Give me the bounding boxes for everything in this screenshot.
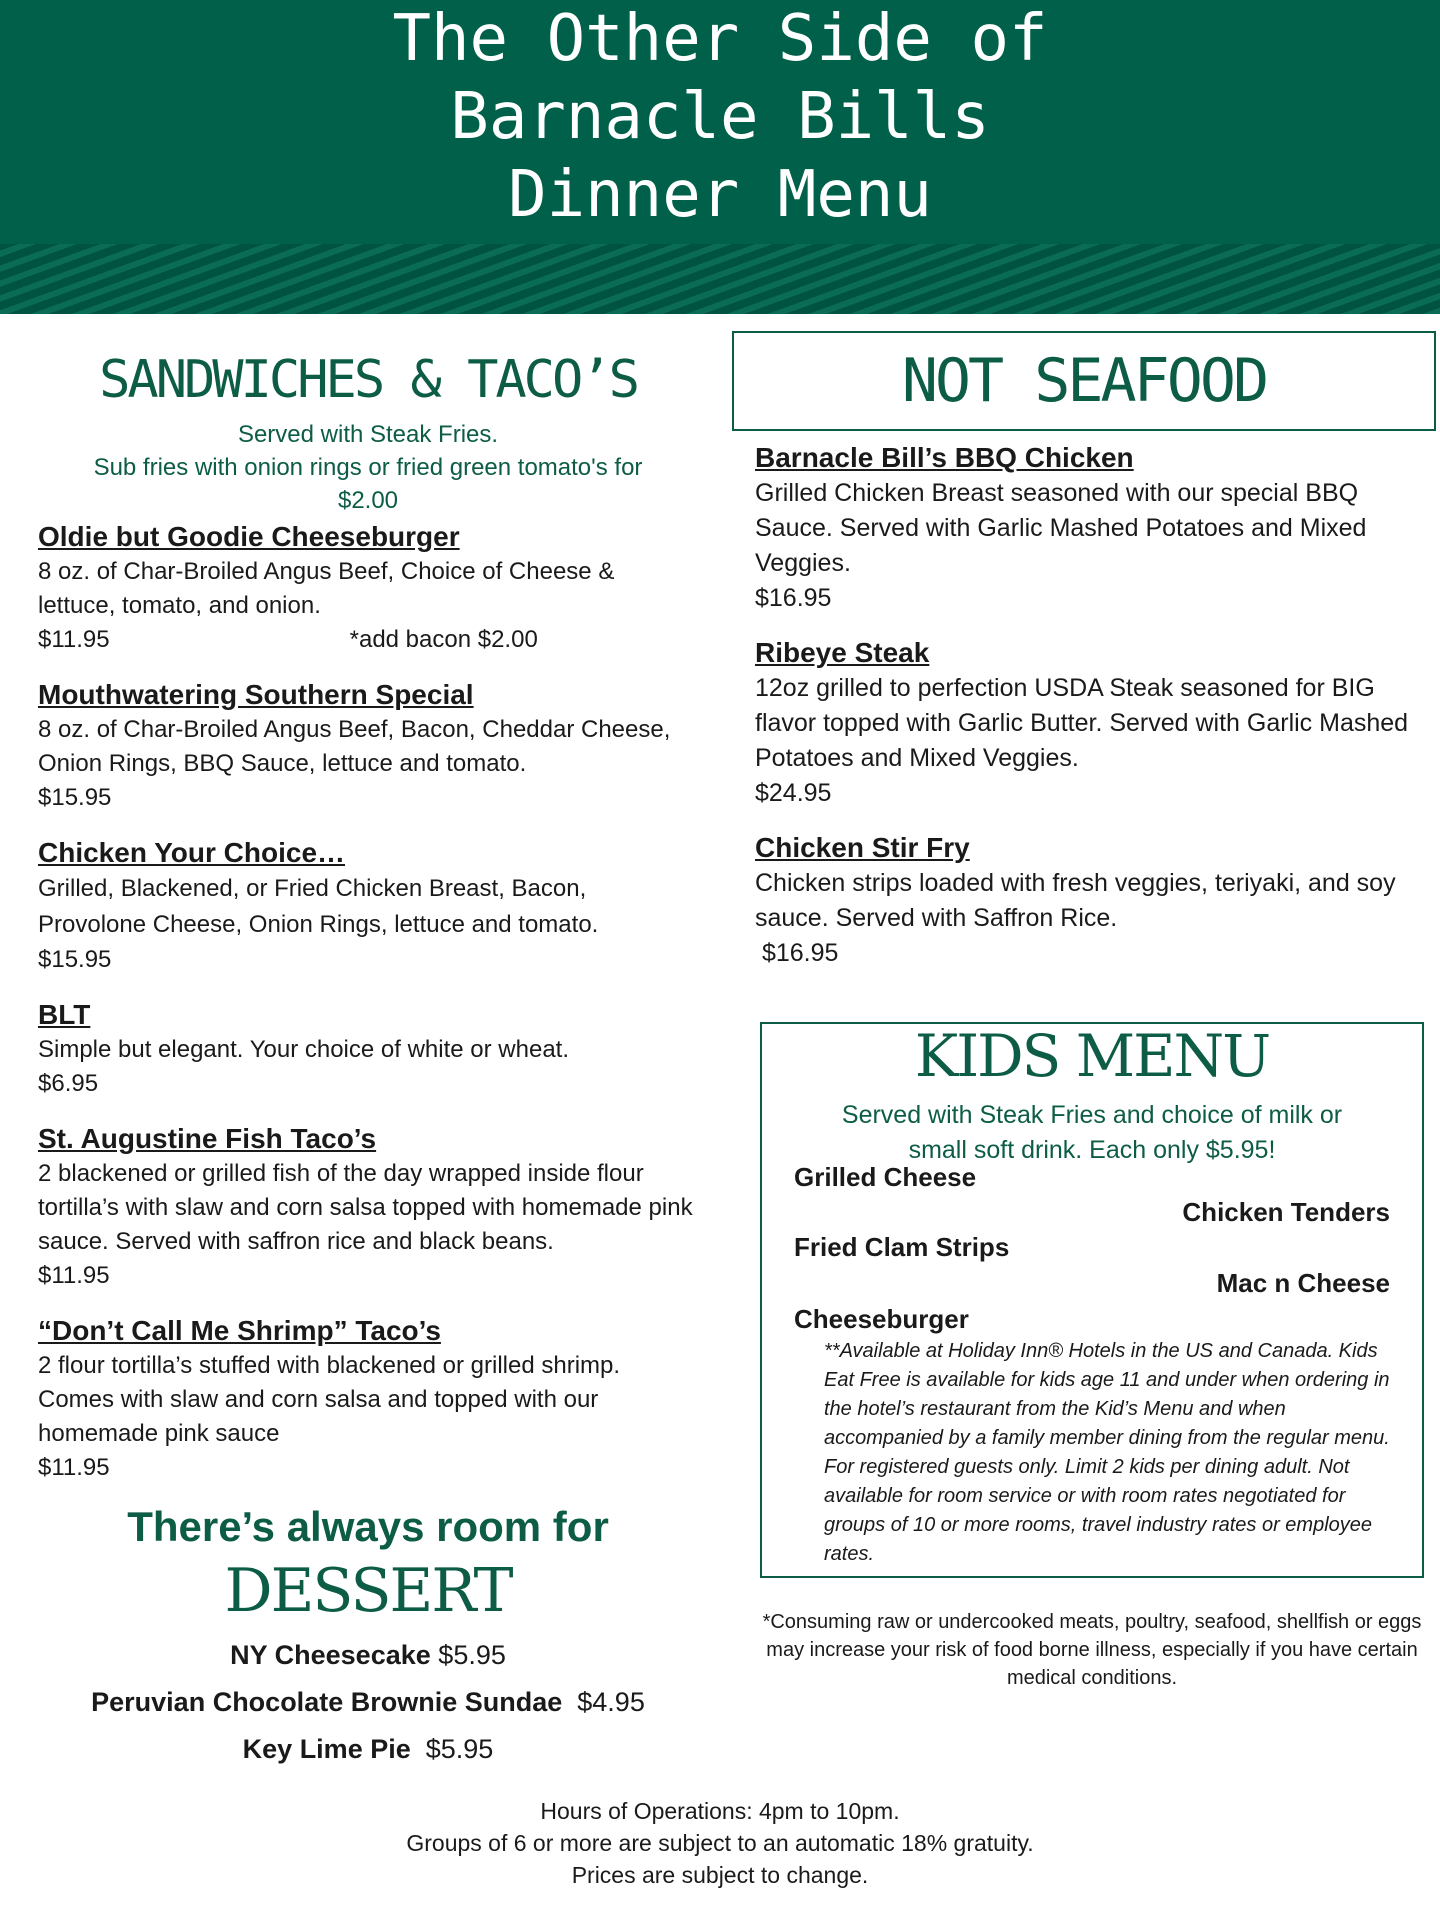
item-description: Simple but elegant. Your choice of white or wheat. — [38, 1036, 569, 1063]
kids-item: Fried Clam Strips — [794, 1232, 1010, 1262]
kids-menu-box — [760, 1022, 1424, 1578]
header-banner — [0, 0, 1440, 314]
dessert-price: $4.95 — [577, 1687, 645, 1717]
footer-line: Groups of 6 or more are subject to an automatic 18% gratuity. — [406, 1830, 1034, 1856]
kids-subtitle — [762, 1098, 1422, 1168]
title-line: Dinner Menu — [508, 158, 932, 232]
dessert-price: $5.95 — [425, 1734, 494, 1764]
item-description: Chicken strips loaded with fresh veggies, teriyaki, and soy sauce. Served with Saffron Rice. — [755, 869, 1396, 932]
sandwiches-section — [38, 350, 698, 1485]
item-description: 8 oz. of Char-Broiled Angus Beef, Choice of Cheese & lettuce, tomato, and onion. — [38, 558, 615, 619]
dessert-name: NY Cheesecake — [230, 1640, 431, 1670]
subtitle-line: $2.00 — [337, 487, 399, 514]
item-addon: *add bacon $2.00 — [349, 626, 538, 653]
kids-item: Mac n Cheese — [1216, 1268, 1390, 1298]
item-description: 2 flour tortilla’s stuffed with blackened or grilled shrimp. Comes with slaw and corn salsa and topped with our homemade pink sauce — [38, 1352, 621, 1447]
item-name: “Don’t Call Me Shrimp” Taco’s — [38, 1315, 441, 1346]
kids-item: Grilled Cheese — [794, 1162, 977, 1192]
dessert-item — [38, 1632, 698, 1679]
subtitle-line: Served with Steak Fries and choice of milk or — [841, 1101, 1343, 1129]
subtitle-line: Sub fries with onion rings or fried green tomato's for — [93, 454, 643, 481]
footer-line: Hours of Operations: 4pm to 10pm. — [540, 1798, 900, 1824]
item-name: Chicken Your Choice… — [38, 837, 346, 868]
kids-eat-free-note: **Available at Holiday Inn® Hotels in the US and Canada. Kids Eat Free is available for kids age 11 and under when ordering in the hotel’s restaurant from the Kid’s Menu and when accompanied by a family member dining from the regular menu. For registered guests only. Limit 2 kids per dining adult. Not available for room service or with room rates negotiated for groups of 10 or more rooms, travel industry rates or employee rates. — [824, 1340, 1390, 1565]
menu-item — [38, 1121, 698, 1293]
footer — [0, 1795, 1440, 1891]
item-price: $16.95 — [755, 939, 839, 967]
item-description: Grilled Chicken Breast seasoned with our special BBQ Sauce. Served with Garlic Mashed Potatoes and Mixed Veggies. — [755, 479, 1367, 577]
menu-item — [755, 830, 1415, 970]
dessert-title: DESSERT — [224, 1556, 512, 1626]
item-description: 2 blackened or grilled fish of the day wrapped inside flour tortilla’s with slaw and corn salsa topped with homemade pink sauce. Served with saffron rice and black beans. — [38, 1160, 693, 1255]
banner-stripe-pattern — [0, 244, 1440, 314]
kids-item: Chicken Tenders — [1182, 1197, 1390, 1227]
dessert-name: Peruvian Chocolate Brownie Sundae — [91, 1687, 563, 1717]
kids-title: KIDS MENU — [914, 1022, 1270, 1090]
item-description: 8 oz. of Char-Broiled Angus Beef, Bacon, Cheddar Cheese, Onion Rings, BBQ Sauce, lettuce and tomato. — [38, 716, 671, 777]
item-name: Barnacle Bill’s BBQ Chicken — [755, 442, 1134, 473]
item-price: $11.95 — [38, 1454, 110, 1481]
item-name: Ribeye Steak — [755, 637, 930, 668]
menu-title — [0, 0, 1440, 234]
sandwiches-subtitle — [38, 418, 698, 517]
item-price: $11.95 — [38, 626, 110, 653]
not-seafood-section — [755, 440, 1415, 970]
not-seafood-title: NOT SEAFOOD — [901, 346, 1267, 416]
dessert-name: Key Lime Pie — [242, 1734, 411, 1764]
subtitle-line: small soft drink. Each only $5.95! — [908, 1136, 1276, 1164]
item-price: $16.95 — [755, 584, 832, 612]
title-line: The Other Side of — [392, 2, 1048, 76]
menu-item — [38, 835, 698, 977]
item-description: 12oz grilled to perfection USDA Steak seasoned for BIG flavor topped with Garlic Butter. Served with Garlic Mashed Potatoes and Mixed Veggies. — [755, 674, 1409, 772]
item-price: $15.95 — [38, 784, 112, 811]
item-price: $24.95 — [755, 779, 832, 807]
not-seafood-header-box — [732, 331, 1436, 431]
item-name: BLT — [38, 999, 91, 1030]
item-price: $11.95 — [38, 1262, 110, 1289]
dessert-section — [38, 1500, 698, 1773]
menu-item — [38, 997, 698, 1101]
item-description: Grilled, Blackened, or Fried Chicken Breast, Bacon, Provolone Cheese, Onion Rings, lettuce and tomato. — [38, 875, 599, 938]
item-price: $15.95 — [38, 946, 112, 973]
title-line: Barnacle Bills — [450, 80, 990, 154]
dessert-item — [38, 1679, 698, 1726]
dessert-price: $5.95 — [438, 1640, 506, 1670]
item-name: Mouthwatering Southern Special — [38, 679, 474, 710]
menu-item — [38, 677, 698, 815]
item-name: St. Augustine Fish Taco’s — [38, 1123, 377, 1154]
kids-item: Cheeseburger — [794, 1304, 969, 1334]
menu-item — [38, 519, 698, 657]
item-name: Chicken Stir Fry — [755, 832, 970, 863]
dessert-list — [38, 1632, 698, 1773]
sandwiches-title: SANDWICHES & TACO’S — [99, 350, 637, 410]
menu-item — [38, 1313, 698, 1485]
menu-item — [755, 635, 1415, 810]
footer-line: Prices are subject to change. — [571, 1862, 869, 1888]
dessert-item — [38, 1726, 698, 1773]
food-safety-warning: *Consuming raw or undercooked meats, poultry, seafood, shellfish or eggs may increase your risk of food borne illness, especially if you have certain medical conditions. — [762, 1611, 1422, 1689]
item-name: Oldie but Goodie Cheeseburger — [38, 521, 460, 552]
dessert-lead: There’s always room for — [127, 1503, 609, 1550]
menu-item — [755, 440, 1415, 615]
item-price: $6.95 — [38, 1070, 99, 1097]
subtitle-line: Served with Steak Fries. — [237, 421, 499, 448]
item-price-row — [38, 623, 698, 657]
